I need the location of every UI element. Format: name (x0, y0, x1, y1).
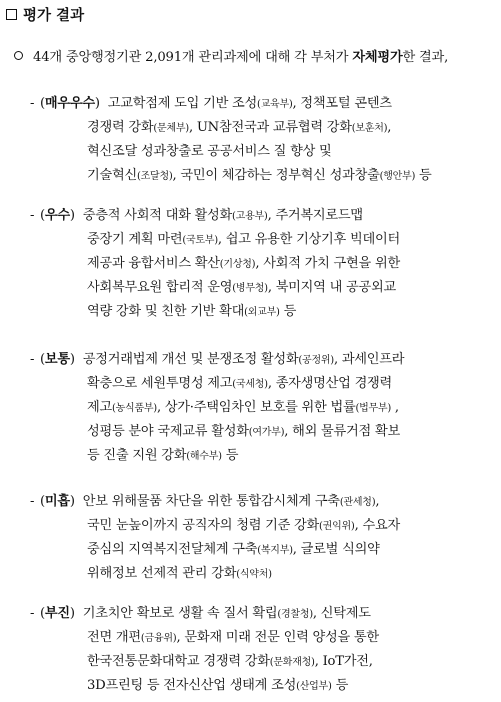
task-text: 등 (415, 168, 432, 183)
dash-bullet: - (30, 208, 35, 223)
task-text: 등 (279, 304, 297, 319)
task-text: , 정책포털 콘텐츠 (292, 96, 392, 111)
agency-label: (산업부) (296, 681, 332, 692)
agency-label: (여가부) (248, 427, 285, 438)
task-text: , 주거복지로드맵 (267, 208, 363, 223)
text-line (30, 276, 490, 300)
text-line (30, 538, 490, 562)
task-text: 성평등 분야 국제교류 활성화 (87, 424, 249, 439)
task-text: 경쟁력 강화 (87, 120, 154, 135)
task-text: 제고 (87, 400, 112, 415)
agency-label: (기상청) (219, 259, 256, 270)
task-text: , 쉽고 유용한 기상기후 빅데이터 (217, 232, 400, 247)
text-line (30, 372, 490, 396)
rating-label: 우수 (44, 208, 70, 223)
heading-text: 평가 결과 (23, 8, 85, 24)
task-text: , 상가·주택임차인 보호를 위한 법률 (156, 400, 356, 415)
text-line (30, 252, 490, 276)
task-text: 중장기 계획 마련 (87, 232, 183, 247)
task-text: 공정거래법제 개선 및 분쟁조정 활성화 (82, 352, 299, 367)
task-text: , 국민이 체감하는 정부혁신 성과창출 (172, 168, 380, 183)
task-text: , 신탁제도 (312, 606, 371, 621)
text-line (30, 674, 490, 698)
rating-section (30, 204, 490, 324)
text-line (30, 562, 490, 586)
text-line (30, 490, 490, 514)
rating-label: 보통 (44, 352, 70, 367)
task-text: 국민 눈높이까지 공직자의 청렴 기준 강화 (87, 518, 320, 533)
rating-tag: (우수) (40, 208, 75, 223)
task-text: 3D프린팅 등 전자신산업 생태계 조성 (87, 678, 297, 693)
agency-label: (관세청) (339, 497, 376, 508)
rating-tag: (부진) (40, 606, 75, 621)
agency-label: (문체부) (153, 123, 189, 134)
text-line (30, 396, 490, 420)
task-text: 기술혁신 (87, 168, 137, 183)
task-text: 확충으로 세원투명성 제고 (87, 376, 233, 391)
task-text: , (390, 400, 399, 415)
circle-bullet-icon (14, 51, 23, 60)
text-line (30, 626, 490, 650)
agency-label: (복지부) (257, 545, 293, 556)
text-line (30, 116, 490, 140)
task-text: 위해정보 선제적 관리 강화 (87, 566, 237, 581)
agency-label: (권익위) (319, 521, 355, 532)
task-text: , 문화재 미래 전문 인력 양성을 통한 (176, 630, 379, 645)
task-text: 제공과 융합서비스 확산 (87, 256, 220, 271)
rating-label: 매우우수 (44, 96, 95, 111)
task-text: , 과세인프라 (333, 352, 405, 367)
text-line (30, 420, 490, 444)
agency-label: (보훈처) (351, 123, 388, 134)
task-text: 중층적 사회적 대화 활성화 (82, 208, 233, 223)
agency-label: (식약처) (236, 569, 272, 580)
agency-label: (공정위) (298, 355, 334, 366)
task-text: 전면 개편 (87, 630, 141, 645)
agency-label: (법무부) (355, 403, 391, 414)
intro-text-after: 한 결과, (402, 50, 449, 65)
agency-label: (조달청) (136, 171, 173, 182)
dash-bullet: - (30, 494, 35, 509)
rating-label: 부진 (44, 606, 70, 621)
agency-label: (경찰청) (277, 609, 313, 620)
task-text: 고교학점제 도입 기반 조성 (107, 96, 257, 111)
task-text: 사회복무요원 합리적 운영 (87, 280, 233, 295)
intro-text-before: 44개 중앙행정기관 2,091개 관리과제에 대해 각 부처가 (33, 50, 353, 65)
task-text: , 글로벌 식의약 (292, 542, 380, 557)
task-text: , 사회적 가치 구현을 위한 (255, 256, 400, 271)
task-text: 등 (221, 448, 239, 463)
task-text: 역량 강화 및 친한 기반 확대 (87, 304, 245, 319)
task-text: , 수요자 (354, 518, 400, 533)
text-line (30, 164, 490, 188)
text-line (30, 92, 490, 116)
agency-label: (국세청) (232, 379, 268, 390)
rating-label: 미흡 (44, 494, 70, 509)
rating-tag: (보통) (40, 352, 75, 367)
intro-paragraph (14, 46, 448, 65)
task-text: 등 진출 지원 강화 (87, 448, 187, 463)
text-line (30, 348, 490, 372)
task-text: , IoT가전, (314, 654, 373, 669)
square-bullet-icon (6, 9, 17, 20)
rating-tag: (미흡) (40, 494, 75, 509)
task-text: 등 (331, 678, 349, 693)
text-line (30, 514, 490, 538)
task-text: , (387, 120, 392, 135)
text-line (30, 444, 490, 468)
text-line (30, 204, 490, 228)
task-text: 혁신조달 성과창출로 공공서비스 질 향상 및 (87, 144, 332, 159)
task-text: 한국전통문화대학교 경쟁력 강화 (87, 654, 270, 669)
text-line (30, 228, 490, 252)
intro-text-bold: 자체평가 (352, 50, 403, 65)
task-text: , 해외 물류거점 확보 (284, 424, 400, 439)
dash-bullet: - (30, 352, 35, 367)
agency-label: (농식품부) (111, 403, 157, 414)
agency-label: (해수부) (186, 451, 222, 462)
task-text: , UN참전국과 교류협력 강화 (188, 120, 352, 135)
task-text: 안보 위해물품 차단을 위한 통합감시체계 구축 (82, 494, 340, 509)
agency-label: (문화재청) (269, 657, 315, 668)
text-line (30, 300, 490, 324)
dash-bullet: - (30, 96, 35, 111)
rating-section (30, 348, 490, 468)
task-text: 기초치안 확보로 생활 속 질서 확립 (82, 606, 278, 621)
rating-section (30, 92, 490, 188)
section-heading (6, 4, 84, 25)
agency-label: (교육부) (257, 99, 293, 110)
task-text: , (375, 494, 380, 509)
agency-label: (병무청) (232, 283, 268, 294)
agency-label: (고용부) (232, 211, 268, 222)
agency-label: (금융위) (140, 633, 177, 644)
text-line (30, 602, 490, 626)
task-text: , 종자생명산업 경쟁력 (267, 376, 393, 391)
rating-section (30, 602, 490, 698)
agency-label: (외교부) (244, 307, 280, 318)
agency-label: (행안부) (379, 171, 416, 182)
dash-bullet: - (30, 606, 35, 621)
task-text: 중심의 지역복지전달체계 구축 (87, 542, 258, 557)
rating-tag: (매우우수) (40, 96, 100, 111)
agency-label: (국토부) (182, 235, 218, 246)
task-text: , 북미지역 내 공공외교 (267, 280, 396, 295)
text-line (30, 650, 490, 674)
text-line (30, 140, 490, 164)
rating-section (30, 490, 490, 586)
